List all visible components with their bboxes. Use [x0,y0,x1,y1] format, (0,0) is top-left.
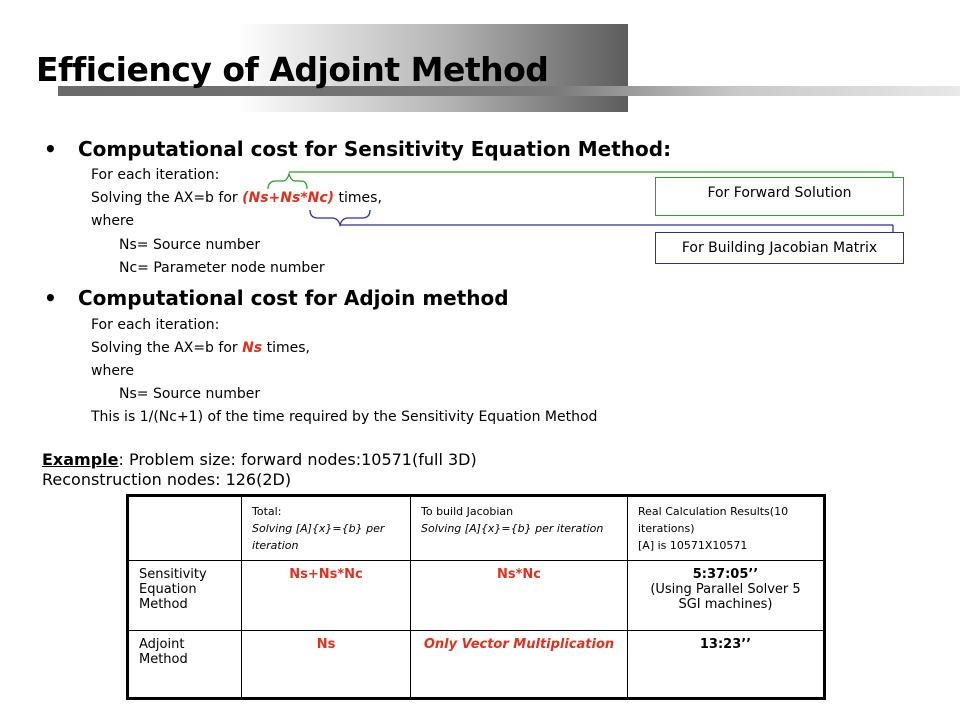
section2-line4: Ns= Source number [119,386,261,402]
section2-line1: For each iteration: [91,317,220,333]
jacobian-brace [310,210,370,225]
section1-line4: Ns= Source number [119,237,261,253]
annotation-building-jacobian: For Building Jacobian Matrix [655,232,904,264]
header-results-sub: [A] is 10571X10571 [638,539,748,552]
annotation-forward-solution: For Forward Solution [655,177,904,216]
line2-prefix: Solving the AX=b for [91,190,243,206]
header-total-sub: Solving [A]{x}={b} per iteration [252,522,385,552]
example-problem-size: : Problem size: forward nodes:10571(full 3D) [118,450,477,469]
cost-expression: Ns [242,340,263,356]
table-row [128,631,825,699]
example-block [42,450,477,490]
jacobian-cost-cell: Ns*Nc [411,561,628,631]
header-jacobian-sub: Solving [A]{x}={b} per iteration [421,522,604,535]
section1-line5: Nc= Parameter node number [119,260,325,276]
total-cost-cell: Ns+Ns*Nc [242,561,411,631]
page-title: Efficiency of Adjoint Method [36,50,549,89]
section2-line5: This is 1/(Nc+1) of the time required by the Sensitivity Equation Method [91,409,598,425]
header-results-label: Real Calculation Results(10 iterations) [638,505,789,535]
section1-line3: where [91,213,134,229]
total-cost-cell: Ns [242,631,411,699]
table-corner-cell [128,496,242,561]
forward-brace [268,174,307,189]
bullet-dot: • [44,137,57,161]
comparison-table [126,494,826,700]
result-time: 5:37:05’’ [692,567,759,582]
section2-line2 [91,340,310,356]
line2-prefix: Solving the AX=b for [91,340,243,356]
header-results [628,496,825,561]
method-cell: Sensitivity Equation Method [128,561,242,631]
table-header-row [128,496,825,561]
header-jacobian [411,496,628,561]
paren-open: ( [242,190,249,206]
example-line2: Reconstruction nodes: 126(2D) [42,470,292,489]
result-cell: 13:23’’ [628,631,825,699]
result-cell [628,561,825,631]
jacobian-cost-cell: Only Vector Multiplication [411,631,628,699]
table-row [128,561,825,631]
section1-heading: Computational cost for Sensitivity Equation Method: [78,137,672,161]
result-note: (Using Parallel Solver 5 SGI machines) [650,582,801,612]
section2-heading: Computational cost for Adjoin method [78,286,509,310]
example-line1 [42,450,477,470]
header-jacobian-label: To build Jacobian [421,505,514,518]
header-total-label: Total: [252,505,282,518]
bullet-dot: • [44,286,57,310]
section2-line3: where [91,363,134,379]
section1-line1: For each iteration: [91,167,220,183]
paren-close: ) [327,190,335,206]
cost-expression: Ns+Ns*Nc [248,190,328,206]
example-label: Example [42,450,119,469]
line2-suffix: times, [262,340,310,356]
line2-suffix: times, [334,190,382,206]
method-cell: Adjoint Method [128,631,242,699]
header-total [242,496,411,561]
